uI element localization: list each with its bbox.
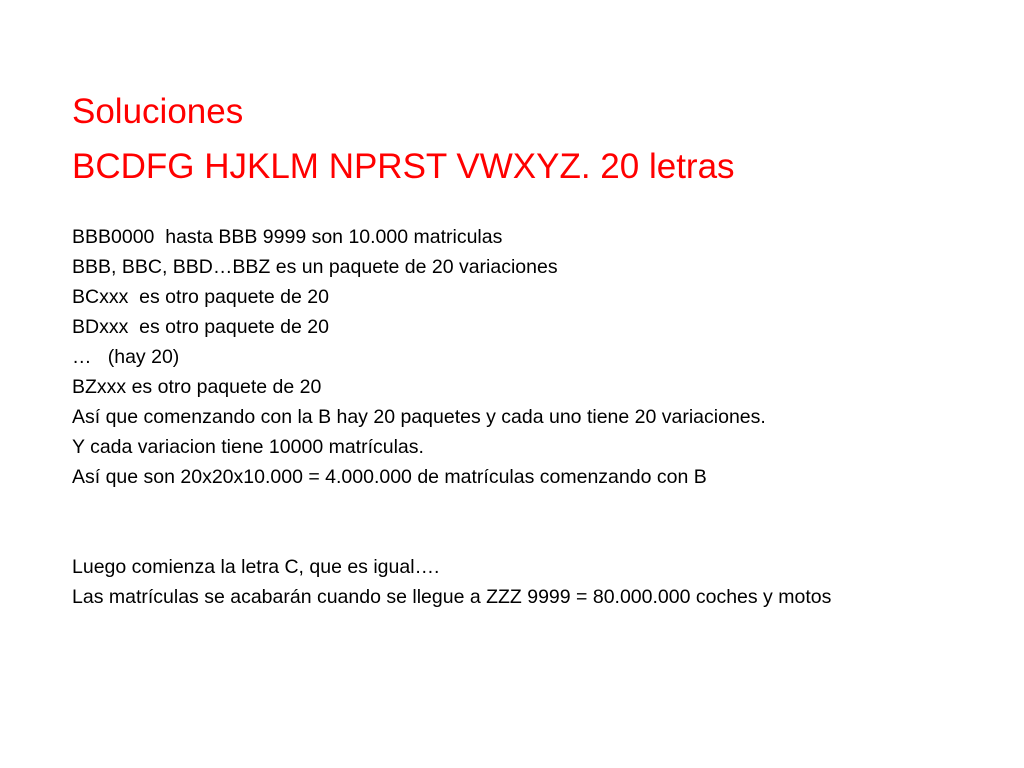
title-heading: Soluciones <box>72 92 244 131</box>
closing-line: Luego comienza la letra C, que es igual…. <box>72 556 440 578</box>
body-line: BZxxx es otro paquete de 20 <box>72 376 322 398</box>
body-line: Así que son 20x20x10.000 = 4.000.000 de matrículas comenzando con B <box>72 466 707 488</box>
closing-line: Las matrículas se acabarán cuando se llegue a ZZZ 9999 = 80.000.000 coches y motos <box>72 586 832 608</box>
body-line: Así que comenzando con la B hay 20 paquetes y cada uno tiene 20 variaciones. <box>72 406 766 428</box>
body-line: BDxxx es otro paquete de 20 <box>72 316 329 338</box>
slide-title <box>72 84 735 194</box>
body-line: BBB0000 hasta BBB 9999 son 10.000 matriculas <box>72 226 503 248</box>
body-line: … (hay 20) <box>72 346 180 368</box>
body-line: BBB, BBC, BBD…BBZ es un paquete de 20 variaciones <box>72 256 558 278</box>
body-line: Y cada variacion tiene 10000 matrículas. <box>72 436 424 458</box>
title-subheading: BCDFG HJKLM NPRST VWXYZ. 20 letras <box>72 147 735 186</box>
paragraph-spacer <box>72 492 952 552</box>
slide-body <box>72 222 952 612</box>
body-line: BCxxx es otro paquete de 20 <box>72 286 329 308</box>
